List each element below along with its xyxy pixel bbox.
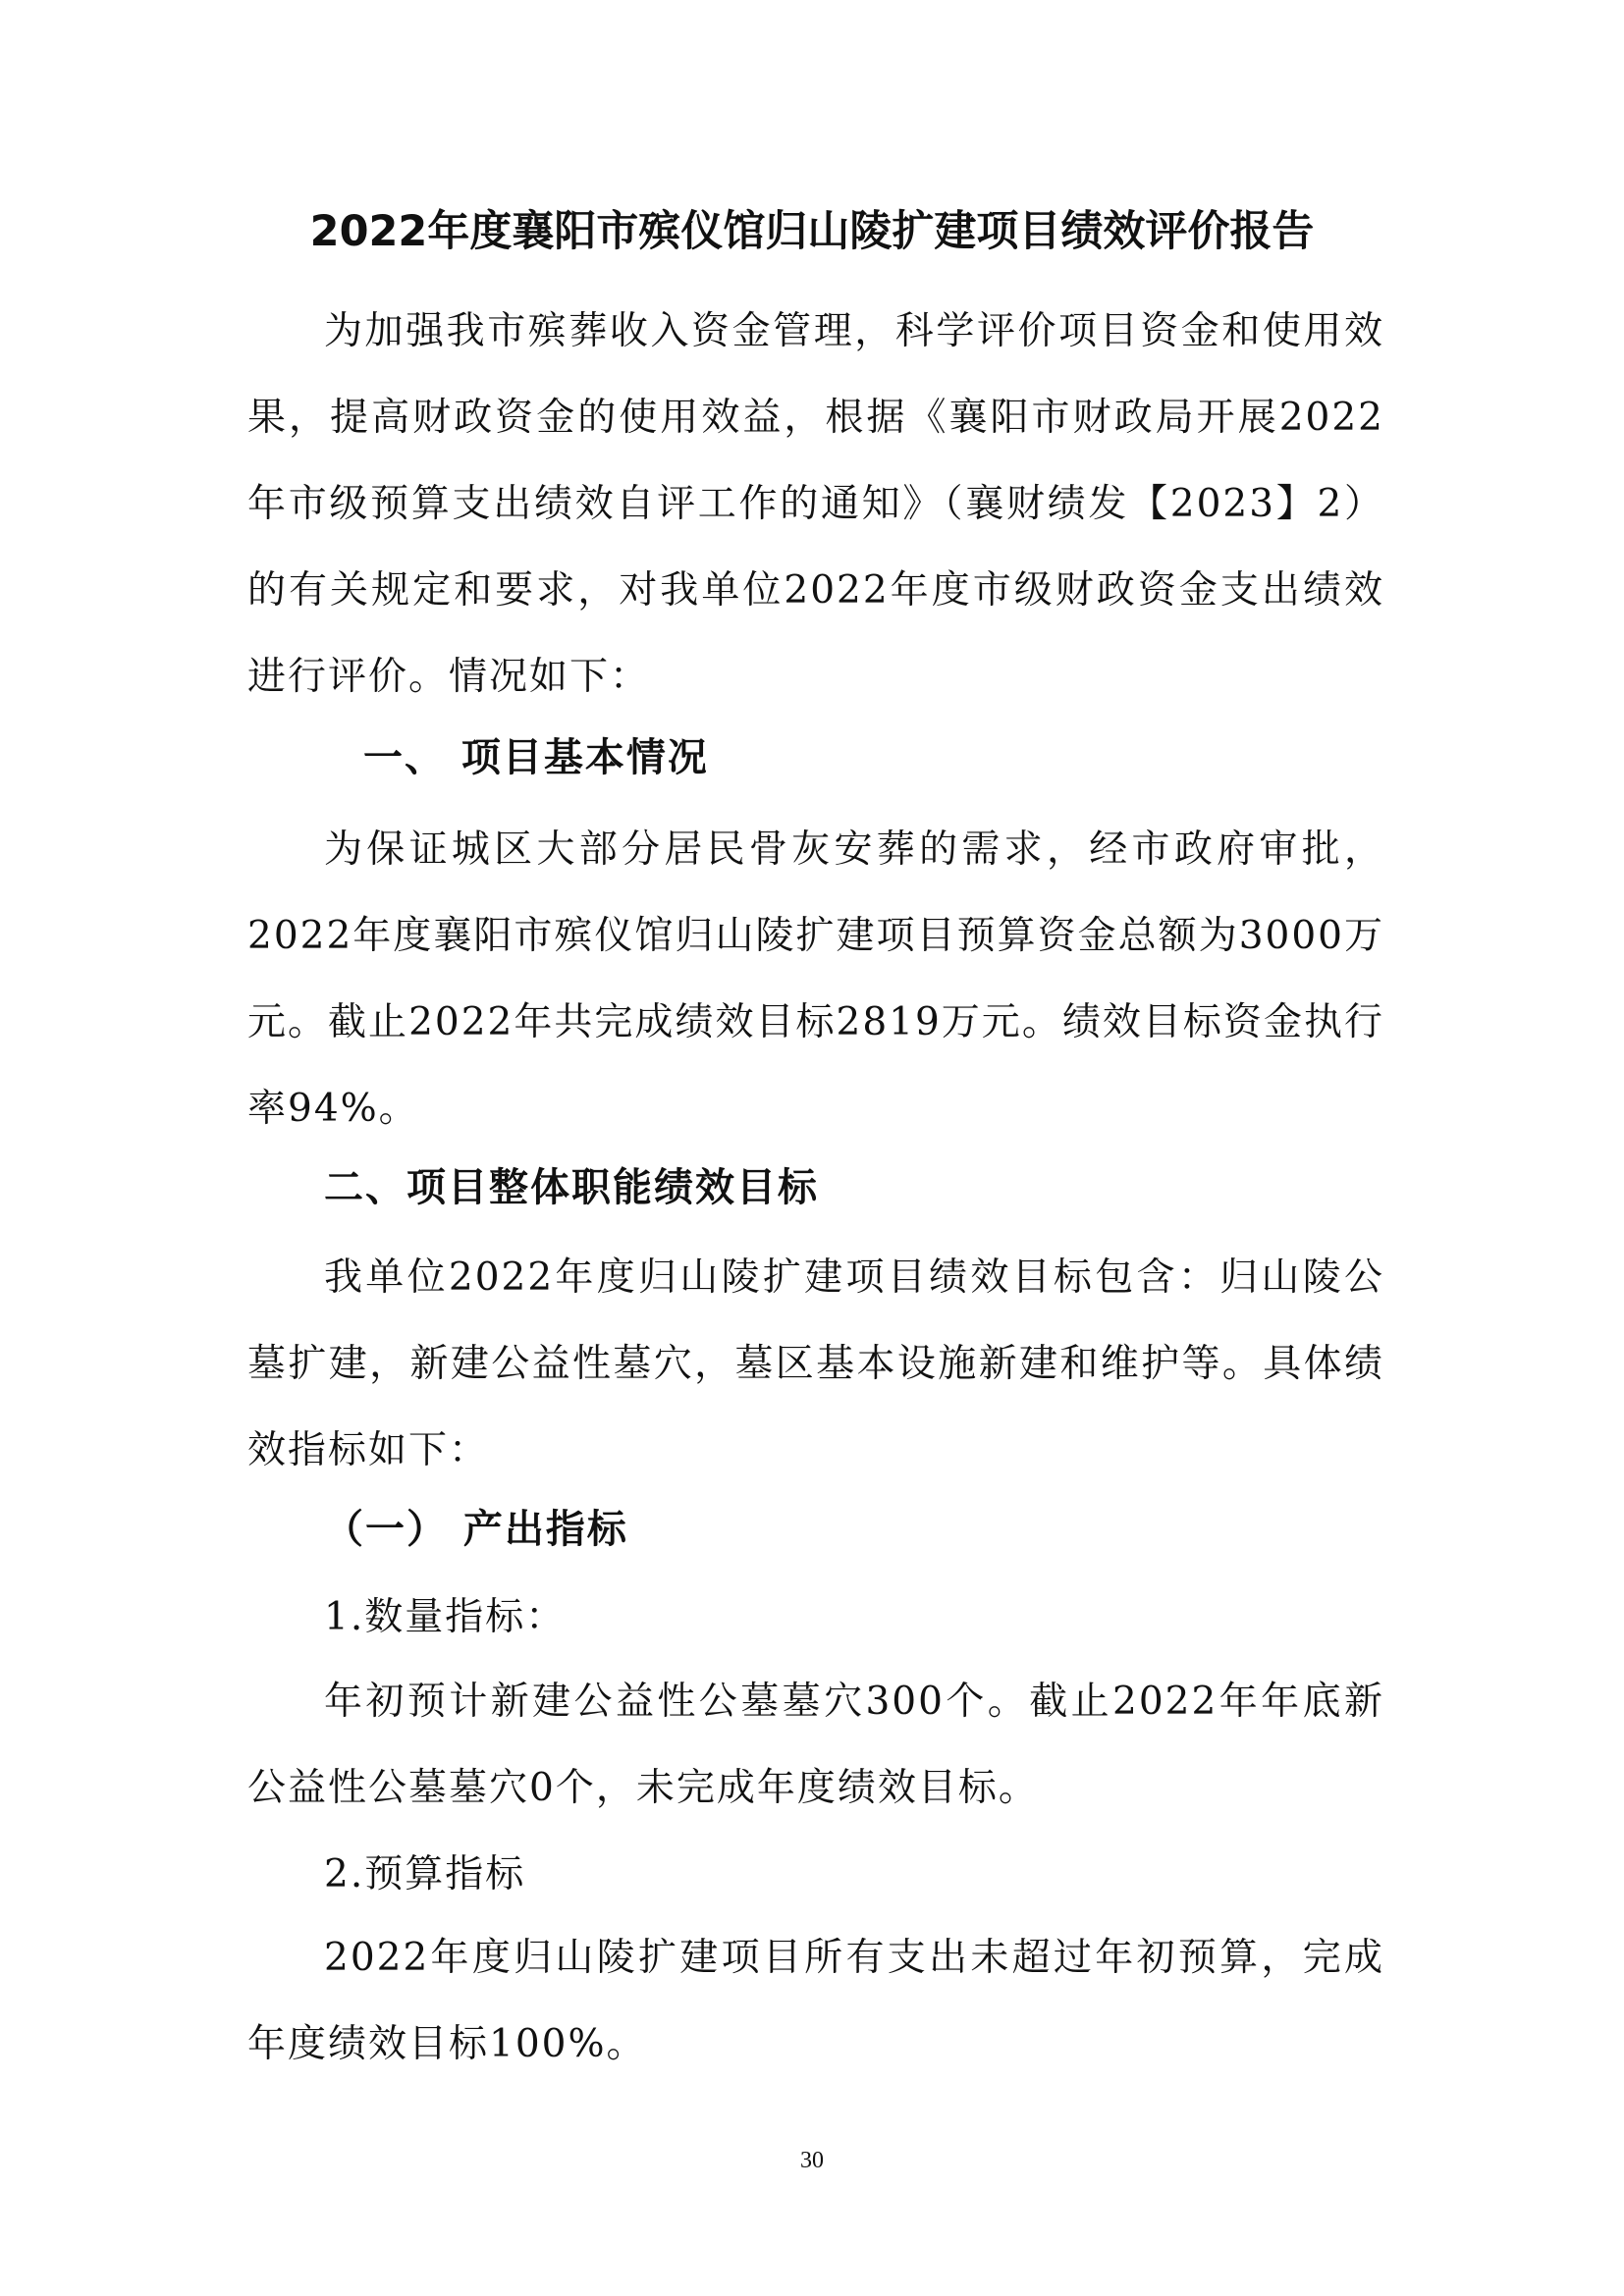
budget-indicator-paragraph: 2022年度归山陵扩建项目所有支出未超过年初预算，完成年度绩效目标100%。: [247, 1936, 1384, 2066]
quantity-indicator-paragraph: 年初预计新建公益性公墓墓穴300个。截止2022年年底新公益性公墓墓穴0个，未完成年度绩效目标。: [247, 1680, 1384, 1810]
intro-paragraph: 为加强我市殡葬收入资金管理，科学评价项目资金和使用效果，提高财政资金的使用效益，根据《襄阳市财政局开展2022年市级预算支出绩效自评工作的通知》（襄财绩发【2023】2）的有关规定和要求，对我单位2022年度市级财政资金支出绩效进行评价。情况如下：: [247, 309, 1384, 699]
quantity-indicator-label: 1.数量指标：: [324, 1595, 567, 1639]
budget-indicator-label: 2.预算指标: [324, 1852, 526, 1896]
section1-heading: 一、 项目基本情况: [363, 735, 709, 780]
report-title: 2022年度襄阳市殡仪馆归山陵扩建项目绩效评价报告: [309, 207, 1315, 256]
section2-heading: 二、项目整体职能绩效目标: [324, 1165, 819, 1210]
section2-paragraph: 我单位2022年度归山陵扩建项目绩效目标包含：归山陵公墓扩建，新建公益性墓穴，墓区基本设施新建和维护等。具体绩效指标如下：: [247, 1255, 1384, 1472]
page-number: 30: [800, 2148, 824, 2173]
section1-paragraph: 为保证城区大部分居民骨灰安葬的需求，经市政府审批，2022年度襄阳市殡仪馆归山陵扩建项目预算资金总额为3000万元。截止2022年共完成绩效目标2819万元。绩效目标资金执行率94%。: [247, 828, 1384, 1131]
subsection1-heading: （一） 产出指标: [324, 1507, 628, 1552]
